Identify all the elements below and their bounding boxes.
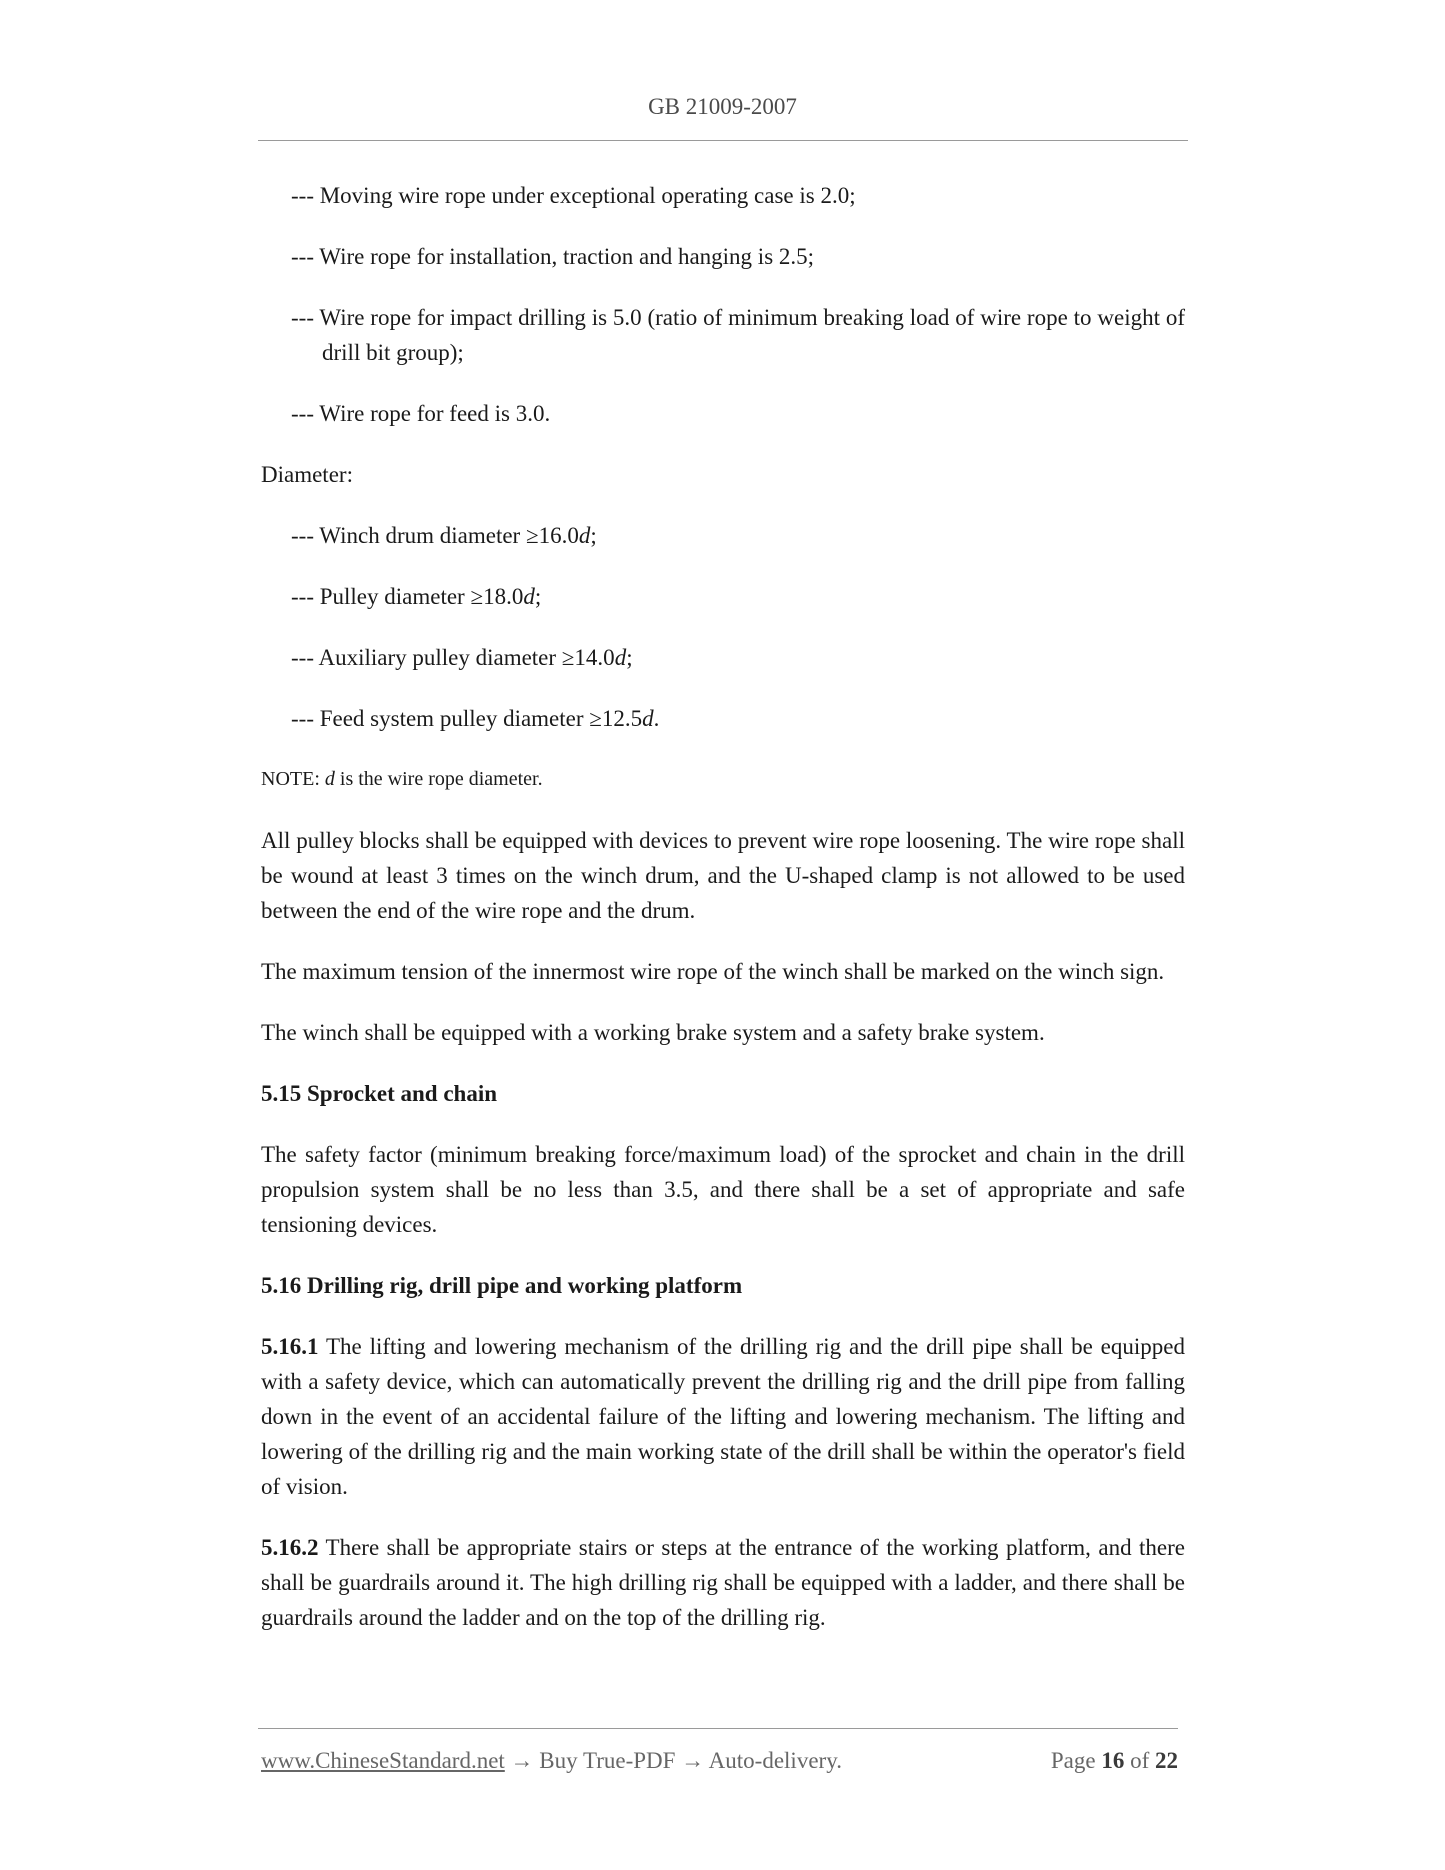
paragraph: The safety factor (minimum breaking force/maximum load) of the sprocket and chain in the drill propulsion system shall be no less than 3.5, and there shall be a set of appropriate and safe tensioning devices. (261, 1142, 1185, 1237)
section-heading-5-15: 5.15 Sprocket and chain (261, 1081, 498, 1106)
page-number: Page 16 of 22 (1050, 1748, 1178, 1773)
paragraph: The winch shall be equipped with a working brake system and a safety brake system. (261, 1020, 1045, 1045)
list-item: --- Wire rope for feed is 3.0. (291, 401, 551, 426)
footer-divider (258, 1728, 1178, 1729)
footer-links (261, 1748, 842, 1774)
diameter-label: Diameter: (261, 462, 353, 487)
list-item: --- Moving wire rope under exceptional operating case is 2.0; (291, 183, 856, 208)
paragraph: The maximum tension of the innermost wire rope of the winch shall be marked on the winch sign. (261, 959, 1165, 984)
page-content (261, 178, 1185, 1661)
clause-number: 5.16.2 (261, 1535, 319, 1560)
paragraph: All pulley blocks shall be equipped with devices to prevent wire rope loosening. The wire rope shall be wound at least 3 times on the winch drum, and the U-shaped clamp is not allowed to be used between the end of the wire rope and the drum. (261, 828, 1185, 923)
auto-delivery-text: Auto-delivery. (708, 1748, 842, 1773)
list-item: --- Winch drum diameter ≥16.0d; (291, 523, 597, 548)
list-item: --- Pulley diameter ≥18.0d; (291, 584, 542, 609)
section-heading-5-16: 5.16 Drilling rig, drill pipe and working platform (261, 1273, 743, 1298)
clause-number: 5.16.1 (261, 1334, 319, 1359)
arrow-right-icon: → (681, 1748, 705, 1773)
list-item: --- Wire rope for installation, traction and hanging is 2.5; (291, 244, 815, 269)
document-header: GB 21009-2007 (648, 94, 797, 119)
clause-5-16-1: 5.16.1 The lifting and lowering mechanism of the drilling rig and the drill pipe shall be equipped with a safety device, which can automatically prevent the drilling rig and the drill pipe from falling down in the event of an accidental failure of the lifting and lowering mechanism. The lifting and lowering of the drilling rig and the main working state of the drill shall be within the operator's field of vision. (261, 1334, 1185, 1499)
list-item: --- Feed system pulley diameter ≥12.5d. (291, 706, 660, 731)
note: NOTE: d is the wire rope diameter. (261, 768, 543, 790)
list-item: --- Wire rope for impact drilling is 5.0 (ratio of minimum breaking load of wire rope to weight of drill bit group); (291, 305, 1185, 365)
header-divider (258, 140, 1188, 141)
buy-pdf-text: Buy True-PDF (539, 1748, 676, 1773)
clause-5-16-2: 5.16.2 There shall be appropriate stairs or steps at the entrance of the working platform, and there shall be guardrails around it. The high drilling rig shall be equipped with a ladder, and there shall be guardrails around the ladder and on the top of the drilling rig. (261, 1535, 1185, 1630)
list-item: --- Auxiliary pulley diameter ≥14.0d; (291, 645, 633, 670)
website-link[interactable]: www.ChineseStandard.net (261, 1748, 505, 1773)
arrow-right-icon: → (510, 1748, 534, 1773)
